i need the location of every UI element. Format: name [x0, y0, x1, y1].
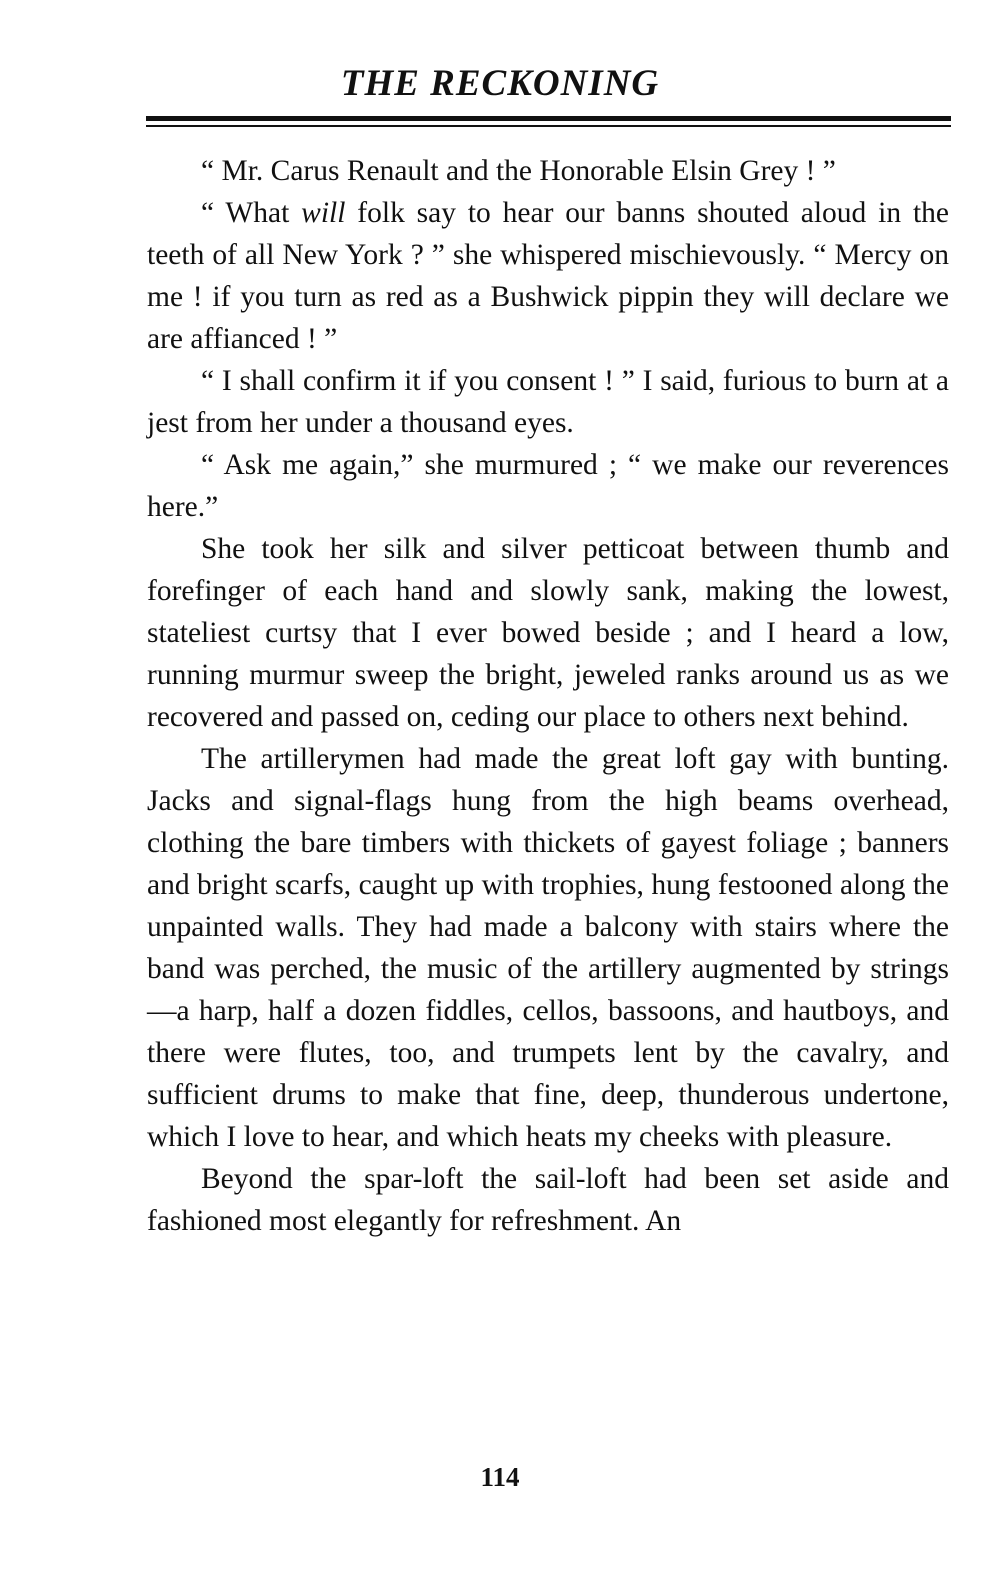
text-run: “ I shall confirm it if you consent ! ” I said, furious to burn at a jest from her under a thousand eyes. — [147, 365, 949, 439]
paragraph — [147, 444, 949, 528]
text-run: “ Mr. Carus Renault and the Honorable Elsin Grey ! ” — [201, 155, 836, 187]
text-run: Beyond the spar-loft the sail-loft had been set aside and fashioned most elegantly for refreshment. An — [147, 1163, 949, 1237]
running-head: THE RECKONING — [340, 63, 660, 104]
paragraph — [147, 192, 949, 360]
paragraph — [147, 150, 949, 192]
text-run: folk say to hear our banns shouted aloud in the teeth of all New York ? ” she whispered mischievously. “ Mercy on me ! if you turn as red as a Bushwick pippin they will declare we are affianced ! ” — [147, 197, 949, 355]
body-text — [147, 150, 949, 1242]
text-run: The artillerymen had made the great loft gay with bunting. Jacks and signal-flags hung from the high beams overhead, clothing the bare timbers with thickets of gayest foliage ; banners and bright scarfs, caught up with trophies, hung festooned along the unpainted walls. They had made a balcony with stairs where the band was perched, the music of the artillery augmented by strings—a harp, half a dozen fiddles, cellos, bassoons, and hautboys, and there were flutes, too, and trumpets lent by the cavalry, and sufficient drums to make that fine, deep, thunderous undertone, which I love to hear, and which heats my cheeks with pleasure. — [147, 743, 949, 1153]
italic-text-run: will — [301, 197, 346, 229]
page-number: 114 — [480, 1462, 520, 1492]
text-run: She took her silk and silver petticoat between thumb and forefinger of each hand and slowly sank, making the lowest, stateliest curtsy that I ever bowed beside ; and I heard a low, running murmur sweep the bright, jeweled ranks around us as we recovered and passed on, ceding our place to others next behind. — [147, 533, 949, 733]
header-rule-thick — [146, 116, 951, 121]
paragraph — [147, 528, 949, 738]
text-run: “ What — [201, 197, 302, 229]
text-run: “ Ask me again,” she murmured ; “ we make our reverences here.” — [147, 449, 949, 523]
paragraph — [147, 1158, 949, 1242]
paragraph — [147, 738, 949, 1158]
header-rule-thin — [146, 125, 951, 127]
paragraph — [147, 360, 949, 444]
